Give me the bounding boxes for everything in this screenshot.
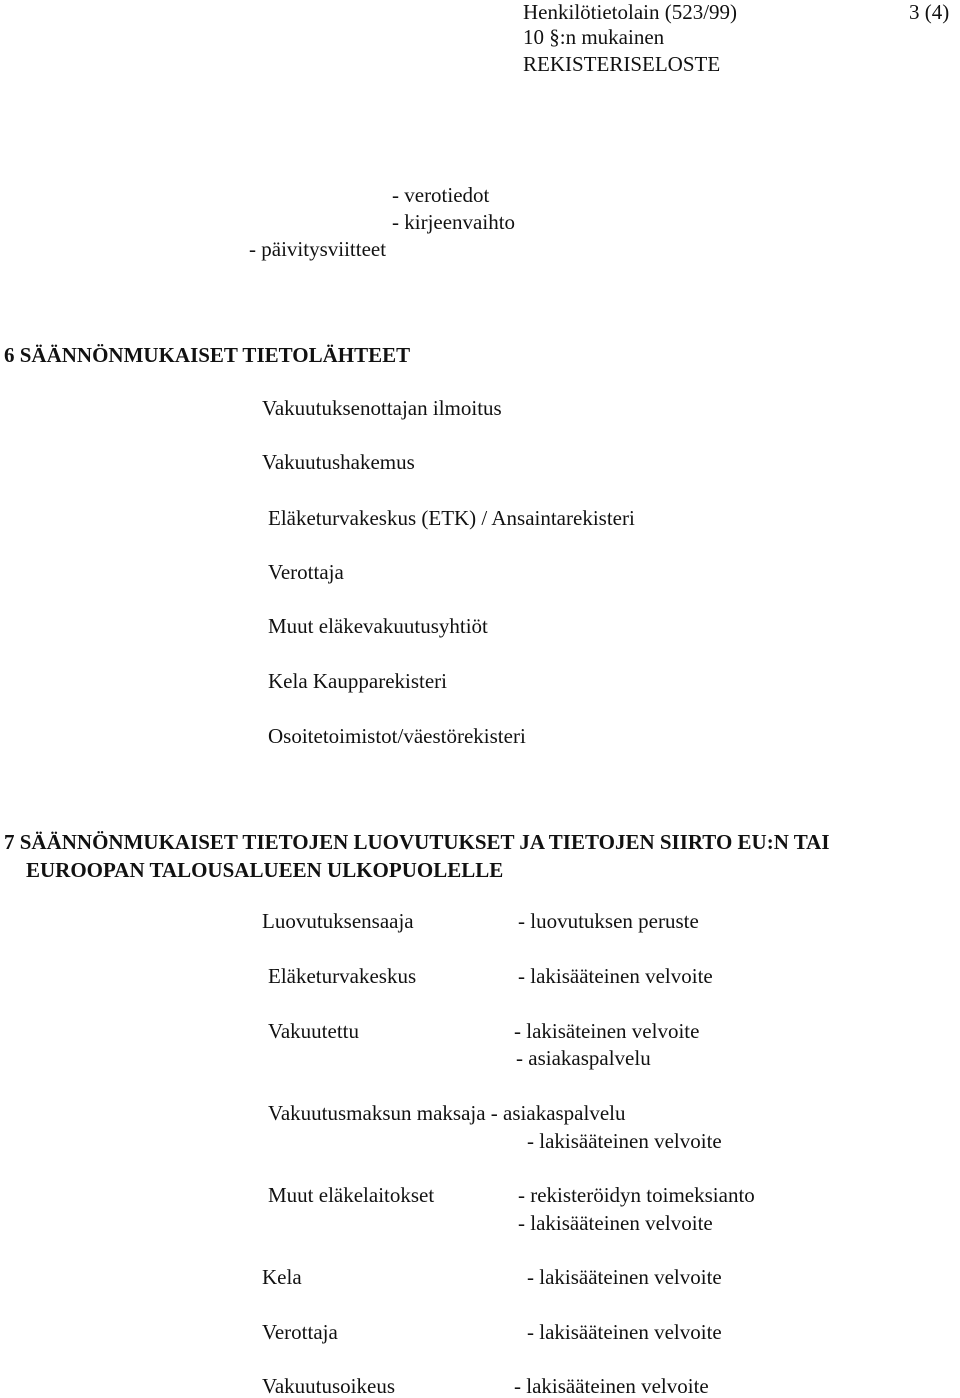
recipient-name: Vakuutusmaksun maksaja - asiakaspalvelu [268, 1101, 626, 1125]
recipient-name: Muut eläkelaitokset [268, 1183, 435, 1207]
column-header-recipient: Luovutuksensaaja [262, 909, 414, 933]
disclosure-basis: - lakisäteinen velvoite [514, 1019, 700, 1043]
disclosure-basis: - lakisääteinen velvoite [518, 1211, 713, 1235]
disclosure-basis: - asiakaspalvelu [516, 1046, 651, 1070]
recipient-name: Vakuutettu [268, 1019, 359, 1043]
recipient-name: Vakuutusoikeus [262, 1374, 395, 1398]
section-7-heading-line2: EUROOPAN TALOUSALUEEN ULKOPUOLELLE [26, 858, 504, 882]
disclosure-basis: - lakisääteinen velvoite [527, 1265, 722, 1289]
disclosure-basis: - lakisääteinen velvoite [527, 1129, 722, 1153]
recipient-name: Verottaja [262, 1320, 338, 1344]
list-item-kirjeenvaihto: - kirjeenvaihto [392, 210, 516, 234]
list-item-verotiedot: - verotiedot [392, 183, 490, 207]
recipient-name: Eläketurvakeskus [268, 964, 417, 988]
column-header-basis: - luovutuksen peruste [518, 909, 699, 933]
disclosure-basis: - lakisääteinen velvoite [527, 1320, 722, 1344]
disclosure-basis: - lakisääteinen velvoite [514, 1374, 709, 1398]
recipient-name: Kela [262, 1265, 302, 1289]
section-6-heading: 6 SÄÄNNÖNMUKAISET TIETOLÄHTEET [4, 343, 411, 367]
list-item-paivitysviitteet: - päivitysviitteet [249, 237, 387, 261]
header-doc-title: REKISTERISELOSTE [523, 52, 721, 76]
section-7-heading-line1: 7 SÄÄNNÖNMUKAISET TIETOJEN LUOVUTUKSET JA TIETOJEN SIIRTO EU:N TAI [4, 830, 830, 854]
disclosure-basis: - lakisääteinen velvoite [518, 964, 713, 988]
disclosure-basis: - rekisteröidyn toimeksianto [518, 1183, 755, 1207]
source-item: Eläketurvakeskus (ETK) / Ansaintarekisteri [268, 506, 635, 530]
source-item: Vakuutuksenottajan ilmoitus [262, 396, 502, 420]
source-item: Vakuutushakemus [262, 450, 415, 474]
source-item: Osoitetoimistot/väestörekisteri [268, 724, 526, 748]
page-number: 3 (4) [909, 0, 950, 24]
header-section: 10 §:n mukainen [523, 25, 665, 49]
header-law: Henkilötietolain (523/99) [523, 0, 738, 24]
source-item: Verottaja [268, 560, 344, 584]
source-item: Kela Kaupparekisteri [268, 669, 448, 693]
source-item: Muut eläkevakuutusyhtiöt [268, 614, 488, 638]
